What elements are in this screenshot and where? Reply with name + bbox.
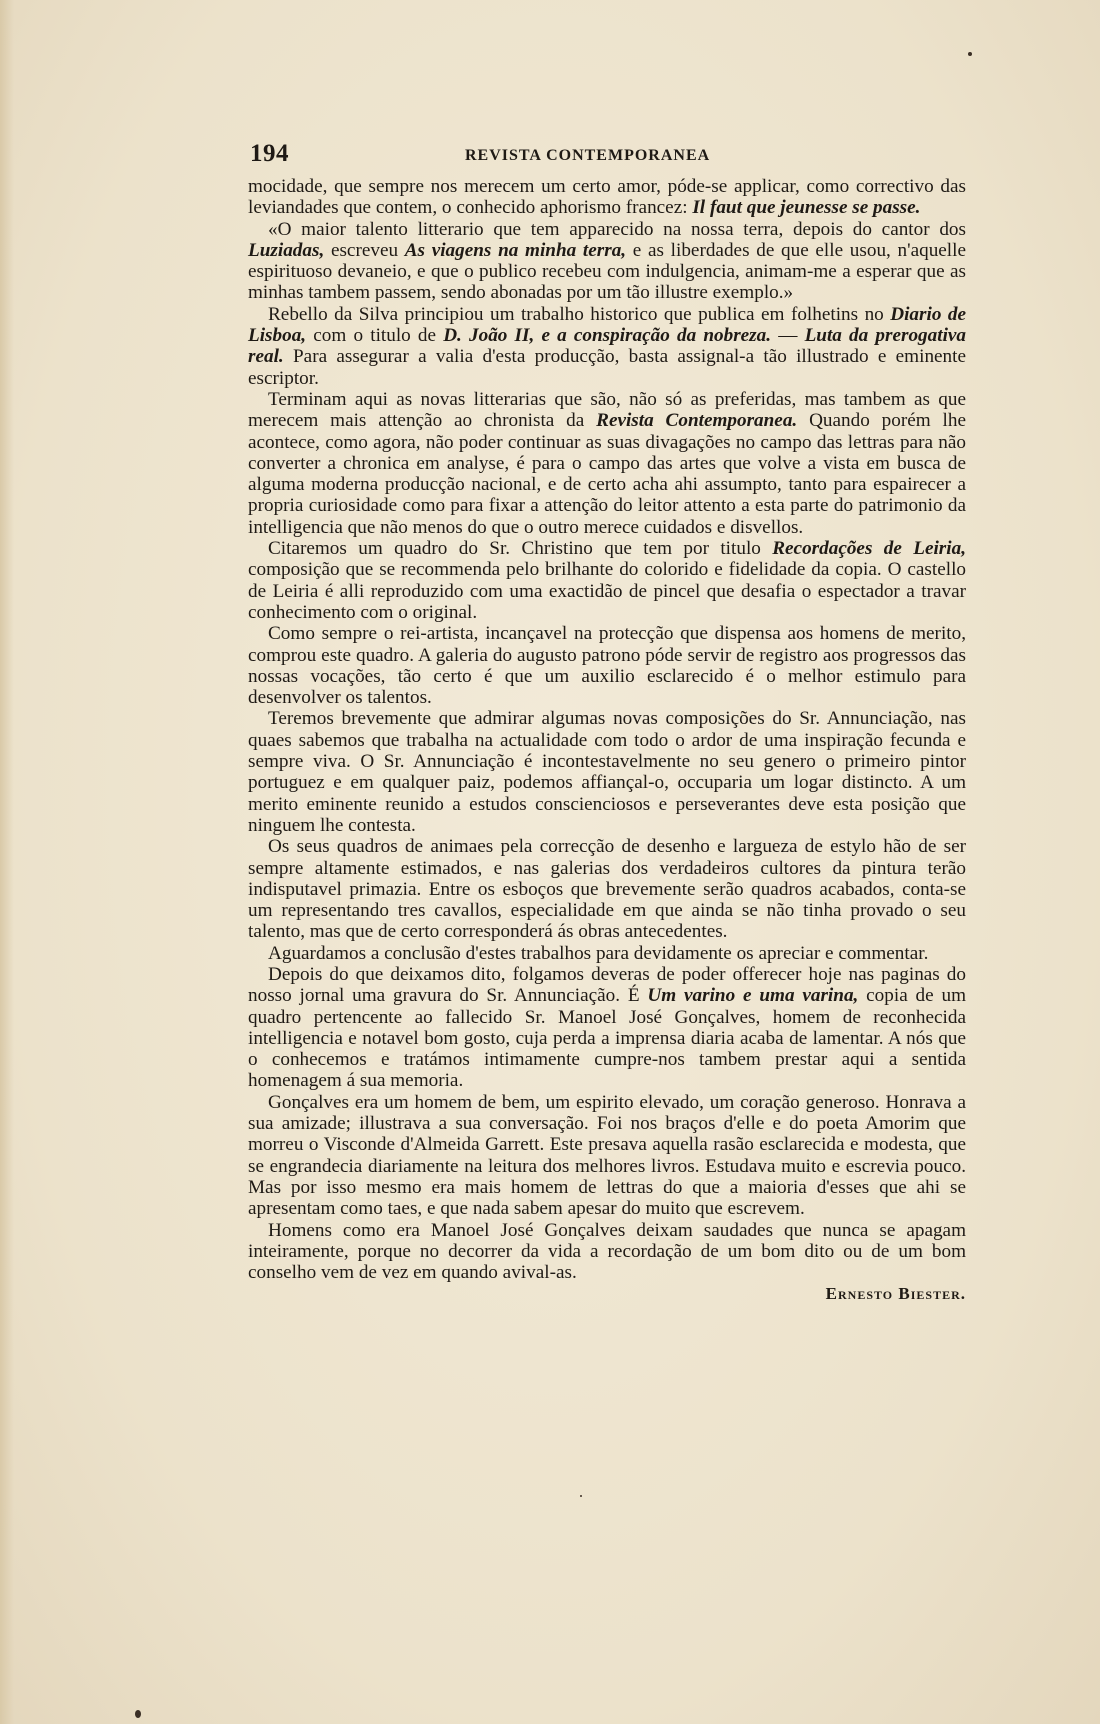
text-run: com o titulo de (306, 325, 444, 347)
text-run: Gonçalves era um homem de bem, um espirito elevado, um coração generoso. Honrava a sua amizade; illustrava a sua conversação. Foi nos braços d'elle e do poeta Amorim que morreu o Visconde d'Almeida Garrett. Este presava aquella rasão esclarecida e modesta, que se engrandecia diariamente na leitura dos melhores livros. Estudava muito e escrevia pouco. Mas por isso mesmo era mais homem de lettras do que a maioria d'esses que ahi se apresentam como taes, e que nada sabem apesar do muito que escrevem. (248, 1091, 966, 1220)
text-run: mocidade, que sempre nos merecem um certo amor, póde-se applicar, como correctivo das leviandades que contem, o conhecido aphorismo francez: (248, 176, 966, 219)
text-run: Para assegurar a valia d'esta producção, basta assignal-a tão illustrado e eminente escriptor. (248, 346, 966, 389)
text-run: Citaremos um quadro do Sr. Christino que tem por titulo (268, 538, 773, 560)
text-run: Teremos brevemente que admirar algumas novas composições do Sr. Annunciação, nas quaes sabemos que trabalha na actualidade com todo o ardor de uma inspiração fecunda e sempre viva. O Sr. Annunciação é incontestavelmente no seu genero o primeiro pintor portuguez e em qualquer paiz, podemos affiançal-o, occuparia um logar distincto. A um merito eminente reunido a estudos conscienciosos e perseverantes deve esta posição que ninguem lhe contesta. (248, 708, 966, 836)
paper-speck (580, 1495, 582, 1497)
paragraph (248, 219, 966, 304)
text-run: escreveu (324, 239, 405, 261)
paper-speck (135, 1710, 141, 1718)
author-signature: Ernesto Biester. (825, 1284, 966, 1304)
paragraph (248, 708, 966, 836)
text-run: «O maior talento litterario que tem apparecido na nossa terra, depois do cantor dos (268, 218, 966, 240)
text-run: composição que se recommenda pelo brilhante do colorido e fidelidade da copia. O castello de Leiria é alli reproduzido com uma exactidão de pincel que desafia o espectador a travar conhecimento com o original. (248, 559, 966, 623)
paragraph (248, 1220, 966, 1284)
italic-title: As viagens na minha terra, (404, 239, 627, 261)
italic-title: Luziadas, (248, 239, 325, 261)
running-title: REVISTA CONTEMPORANEA (465, 147, 711, 164)
paragraph (248, 389, 966, 538)
text-run: Como sempre o rei-artista, incançavel na protecção que dispensa aos homens de merito, comprou este quadro. A galeria do augusto patrono póde servir de registro aos progressos das nossas vocações, tão certo é que um auxilio esclarecido é o melhor estimulo para desenvolver os talentos. (248, 623, 966, 709)
text-run: Os seus quadros de animaes pela correcção de desenho e largueza de estylo hão de ser sempre altamente estimados, e nas galerias dos verdadeiros cultores da pintura terão indisputavel primazia. Entre os esboços que brevemente serão quadros acabados, conta-se um representando tres cavallos, especialidade em que ainda se não tinha provado o seu talento, mas que de certo corresponderá ás obras antecedentes. (248, 836, 966, 943)
italic-title: Il faut que jeunesse se passe. (692, 197, 921, 219)
text-run: Quando porém lhe acontece, como agora, não poder continuar as suas divagações no campo das lettras para não converter a chronica em analyse, é para o campo das artes que volve a vista em busca de alguma moderna producção nacional, e de certo acha ahi assumpto, tanto para espairecer a propria curiosidade como para fixar a attenção do leitor attento a esta parte do patrimonio da intelligencia que não menos do que o outro merece cuidados e disvellos. (248, 410, 966, 538)
paragraph (248, 623, 966, 708)
text-run: Homens como era Manoel José Gonçalves deixam saudades que nunca se apagam inteiramente, porque no decorrer da vida a recordação de um bom dito ou de um bom conselho vem de vez em quando avival-as. (248, 1219, 966, 1284)
page-number: 194 (250, 140, 289, 167)
paragraph (248, 1092, 966, 1220)
italic-title: Revista Contemporanea. (596, 410, 798, 432)
italic-title: Um varino e uma varina, (647, 985, 859, 1007)
italic-title: Diario de Lisboa, (248, 303, 966, 347)
paragraph (248, 538, 966, 623)
paper-speck (968, 52, 972, 56)
text-run: Depois do que deixamos dito, folgamos deveras de poder offerecer hoje nas paginas do nosso jornal uma gravura do Sr. Annunciação. É (248, 963, 966, 1007)
text-run: e as liberdades de que elle usou, n'aquelle espirituoso devaneio, e que o publico recebeu com indulgencia, animam-me a esperar que as minhas tambem passem, sendo abonadas por um tão illustre exemplo.» (248, 239, 966, 304)
page-header (250, 140, 965, 170)
binding-shadow (0, 0, 14, 1724)
text-run: Aguardamos a conclusão d'estes trabalhos para devidamente os apreciar e commentar. (268, 942, 929, 964)
italic-title: D. João II, e a conspiração da nobreza. (443, 325, 772, 347)
text-run: — (771, 325, 805, 347)
paragraph (248, 304, 966, 389)
paragraph (248, 943, 966, 964)
text-run: Terminam aqui as novas litterarias que são, não só as preferidas, mas tambem as que merecem mais attenção ao chronista da (248, 388, 966, 432)
paragraph (248, 176, 966, 219)
paragraph (248, 964, 966, 1092)
italic-title: Luta da prerogativa real. (248, 325, 967, 368)
text-run: Rebello da Silva principiou um trabalho historico que publica em folhetins no (268, 303, 891, 325)
text-run: copia de um quadro pertencente ao fallecido Sr. Manoel José Gonçalves, homem de reconhecida intelligencia e notavel bom gosto, cuja perda a imprensa diaria acaba de lamentar. A nós que o conhecemos e tratámos intimamente cumpre-nos tambem prestar aqui a sentida homenagem á sua memoria. (248, 985, 967, 1092)
paragraph (248, 836, 966, 942)
article-body (248, 176, 966, 1305)
italic-title: Recordações de Leiria, (772, 538, 966, 560)
